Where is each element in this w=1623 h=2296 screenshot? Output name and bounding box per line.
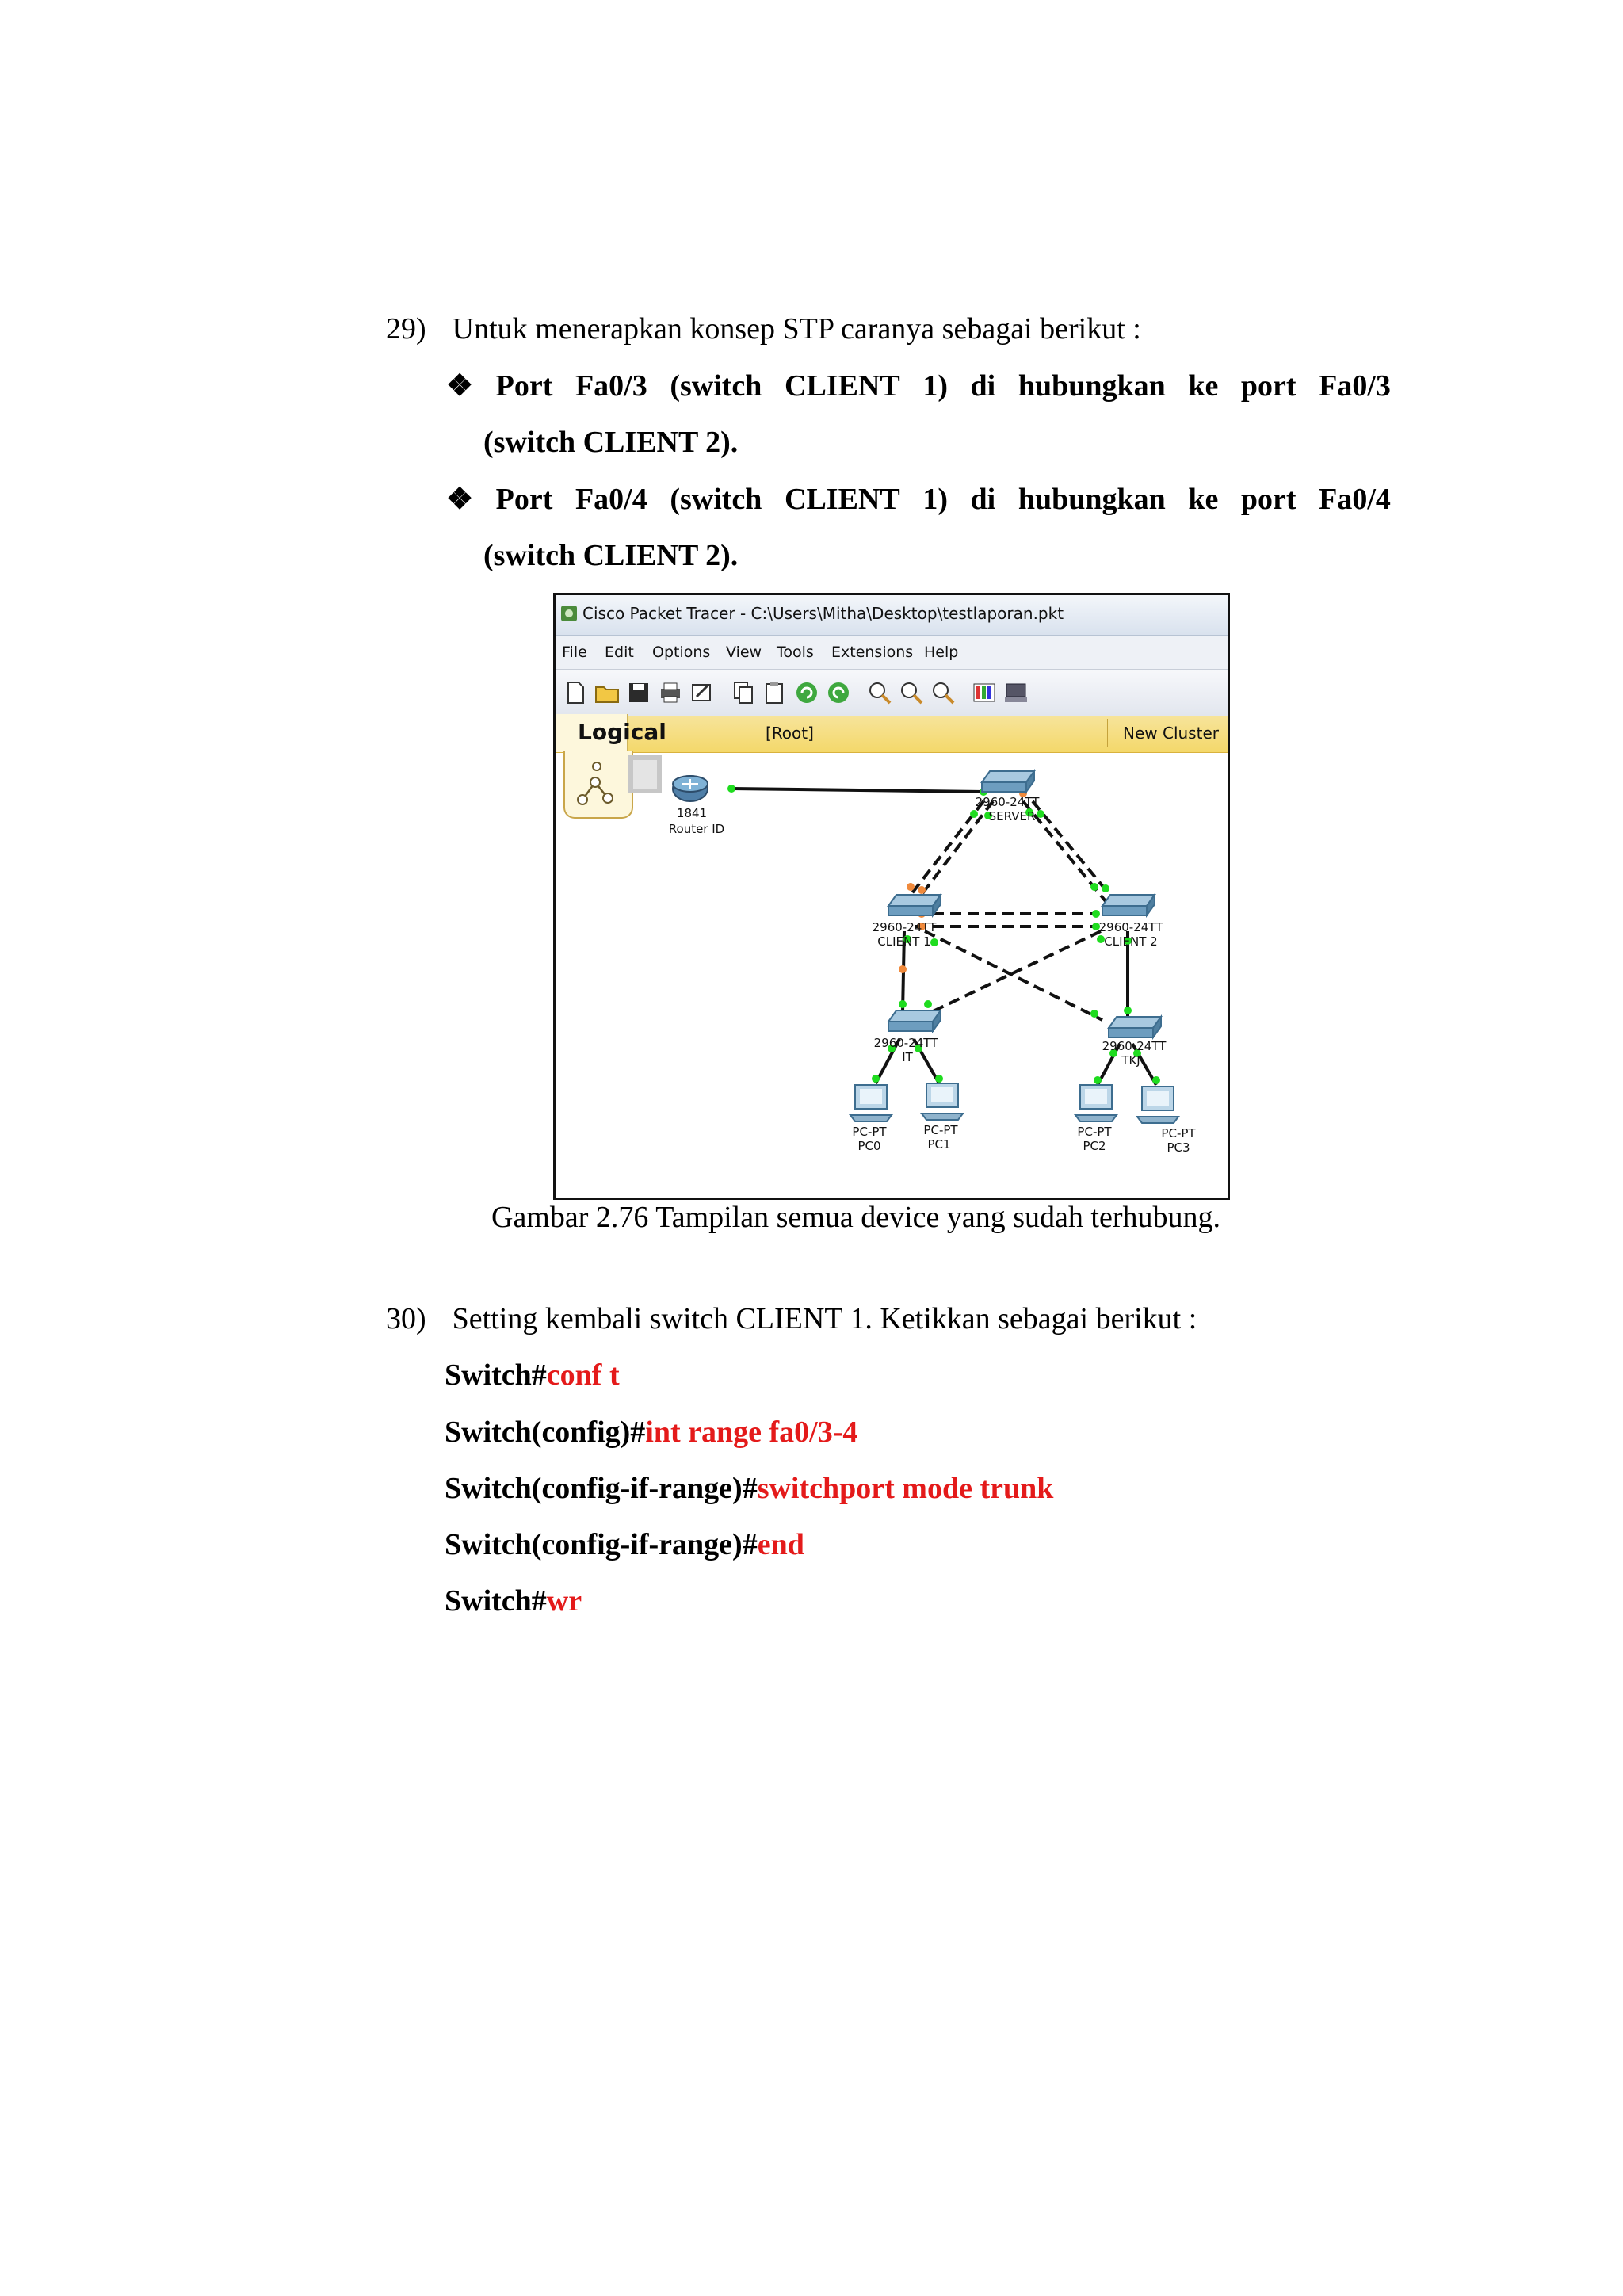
bullet-2-word: di: [970, 483, 996, 516]
server-name-label: SERVER: [988, 809, 1036, 823]
bullet-1-word: (switch: [670, 369, 762, 403]
router-name-label: Router ID: [668, 822, 725, 836]
activity-wizard-icon[interactable]: [689, 679, 716, 706]
pc-2[interactable]: [1075, 1085, 1117, 1153]
it-name-label: IT: [902, 1050, 913, 1064]
command-prompt: Switch(config-if-range)#: [445, 1472, 758, 1505]
command-prompt: Switch(config-if-range)#: [445, 1528, 758, 1561]
bullet-1-word: Fa0/3: [575, 369, 647, 403]
item-30-text: Setting kembali switch CLIENT 1. Ketikkan sebagai berikut :: [452, 1302, 1197, 1335]
bullet-2-word: port: [1240, 483, 1296, 516]
packet-tracer-icon: [560, 605, 578, 622]
window-title: Cisco Packet Tracer - C:\Users\Mitha\Desktop\testlaporan.pkt: [582, 604, 1064, 623]
bullet-2-word: ke: [1188, 483, 1219, 516]
zoom-out-icon[interactable]: [930, 679, 957, 706]
bullet-1-word: di: [970, 369, 996, 403]
link-light-green: [1092, 910, 1100, 918]
command-text: conf t: [546, 1358, 620, 1392]
link-light-green: [1094, 1076, 1102, 1084]
bullet-2: [446, 481, 1391, 518]
undo-icon[interactable]: [793, 679, 820, 706]
zoom-in-icon[interactable]: [866, 679, 893, 706]
link-light-green: [1102, 884, 1109, 892]
bullet-2-word: (switch: [670, 483, 762, 516]
zoom-reset-icon[interactable]: [898, 679, 925, 706]
item-29: [386, 311, 1141, 347]
bullet-1-word: ke: [1188, 369, 1219, 403]
menu-options[interactable]: Options: [652, 644, 711, 661]
link-light-green: [1037, 810, 1044, 818]
pc0-name-label: PC0: [857, 1139, 881, 1153]
pc3-model-label: PC-PT: [1161, 1126, 1196, 1140]
switch-client-1[interactable]: [873, 895, 941, 949]
menu-file[interactable]: File: [562, 644, 587, 661]
link-light-green: [872, 1075, 880, 1083]
command-line: [445, 1470, 1053, 1507]
link-light-orange: [918, 886, 926, 894]
link-light-green: [1152, 1076, 1160, 1084]
menu-view[interactable]: View: [726, 644, 762, 661]
bullet-1-word: CLIENT: [785, 369, 900, 403]
command-line: [445, 1583, 582, 1619]
bullet-2-word: Fa0/4: [575, 483, 647, 516]
menu-edit[interactable]: Edit: [605, 644, 634, 661]
it-model-label: 2960-24TT: [873, 1036, 938, 1050]
pc-3[interactable]: [1137, 1087, 1196, 1155]
link-router-server: [731, 789, 983, 792]
bullet-2-continuation: (switch CLIENT 2).: [483, 539, 739, 572]
bullet-2-word: 1): [922, 483, 948, 516]
command-line: [445, 1414, 857, 1450]
menu-tools[interactable]: Tools: [777, 644, 814, 661]
command-prompt: Switch#: [445, 1358, 547, 1392]
pc0-model-label: PC-PT: [852, 1125, 887, 1139]
logical-tab-label: Logical: [578, 719, 666, 745]
command-prompt: Switch#: [445, 1584, 547, 1618]
new-file-icon[interactable]: [562, 679, 589, 706]
menu-help[interactable]: Help: [924, 644, 959, 661]
save-icon[interactable]: [625, 679, 652, 706]
window-titlebar: [556, 595, 1228, 636]
bullet-2-word: CLIENT: [785, 483, 900, 516]
pc-0[interactable]: [850, 1085, 892, 1153]
command-text: end: [757, 1528, 804, 1561]
link-light-green: [1124, 1007, 1132, 1014]
pc-1[interactable]: [922, 1083, 963, 1152]
network-topology: [556, 752, 1228, 1198]
bullet-1-word: Fa0/3: [1319, 369, 1391, 403]
switch-it[interactable]: [874, 1010, 941, 1064]
tkj-name-label: TKJ: [1121, 1053, 1140, 1068]
client2-model-label: 2960-24TT: [1098, 920, 1163, 934]
router-model-label: 1841: [676, 806, 708, 820]
print-icon[interactable]: [657, 679, 684, 706]
pc1-model-label: PC-PT: [923, 1123, 958, 1137]
redo-icon[interactable]: [825, 679, 852, 706]
item-29-text: Untuk menerapkan konsep STP caranya sebagai berikut :: [452, 312, 1141, 346]
bullet-1-symbol: ❖: [446, 369, 474, 403]
client2-name-label: CLIENT 2: [1104, 934, 1158, 949]
command-text: int range fa0/3-4: [645, 1415, 858, 1449]
link-light-green: [1090, 883, 1098, 891]
link-light-orange: [907, 883, 915, 891]
cluster-separator: [1107, 719, 1108, 747]
open-folder-icon[interactable]: [594, 679, 621, 706]
packet-tracer-screenshot: [553, 593, 1230, 1200]
bullet-1-word: port: [1240, 369, 1296, 403]
bullet-1-word: 1): [922, 369, 948, 403]
figure-caption: Gambar 2.76 Tampilan semua device yang sudah terhubung.: [491, 1201, 1220, 1234]
bullet-2-word: hubungkan: [1018, 483, 1166, 516]
link-light-green: [899, 1000, 907, 1008]
bullet-1-word: Port: [495, 369, 553, 403]
bullet-2-symbol: ❖: [446, 483, 474, 516]
command-text: wr: [546, 1584, 582, 1618]
link-light-green: [924, 1000, 932, 1008]
paste-icon[interactable]: [762, 679, 789, 706]
link-light-green: [1090, 1010, 1098, 1018]
command-text: switchport mode trunk: [757, 1472, 1054, 1505]
item-30-number: 30): [386, 1302, 426, 1335]
pc1-name-label: PC1: [927, 1137, 951, 1152]
link-light-green: [970, 810, 978, 818]
pc2-name-label: PC2: [1083, 1139, 1106, 1153]
link-light-green: [935, 1075, 943, 1083]
bullet-2-word: Port: [495, 483, 553, 516]
new-cluster-button[interactable]: New Cluster: [1123, 724, 1219, 743]
palette-icon[interactable]: [971, 679, 998, 706]
command-prompt: Switch(config)#: [445, 1415, 646, 1449]
bullet-1-continuation: (switch CLIENT 2).: [483, 426, 739, 459]
client1-model-label: 2960-24TT: [872, 920, 937, 934]
root-label[interactable]: [Root]: [766, 724, 814, 743]
link-client2-it: [928, 931, 1101, 1014]
command-line: [445, 1357, 620, 1393]
server-model-label: 2960-24TT: [975, 795, 1040, 809]
pc2-model-label: PC-PT: [1077, 1125, 1112, 1139]
pc3-name-label: PC3: [1167, 1140, 1190, 1155]
menu-bar: [556, 636, 1228, 670]
custom-device-icon[interactable]: [1002, 679, 1029, 706]
panel-shadow: [633, 760, 657, 789]
link-light-green: [727, 785, 735, 793]
item-29-number: 29): [386, 312, 426, 346]
client1-name-label: CLIENT 1: [877, 934, 931, 949]
switch-client-2[interactable]: [1099, 895, 1164, 949]
copy-icon[interactable]: [730, 679, 757, 706]
bullet-1-word: hubungkan: [1018, 369, 1166, 403]
bullet-2-word: Fa0/4: [1319, 483, 1391, 516]
menu-extensions[interactable]: Extensions: [831, 644, 914, 661]
link-light-green: [930, 938, 938, 946]
link-light-orange: [899, 965, 907, 973]
bullet-1: [446, 368, 1391, 404]
toolbar: [556, 670, 1228, 716]
command-line: [445, 1526, 804, 1563]
item-30: [386, 1301, 1197, 1337]
tkj-model-label: 2960-24TT: [1102, 1039, 1167, 1053]
link-server-client1-b: [915, 801, 993, 903]
router-1841[interactable]: [669, 776, 724, 836]
